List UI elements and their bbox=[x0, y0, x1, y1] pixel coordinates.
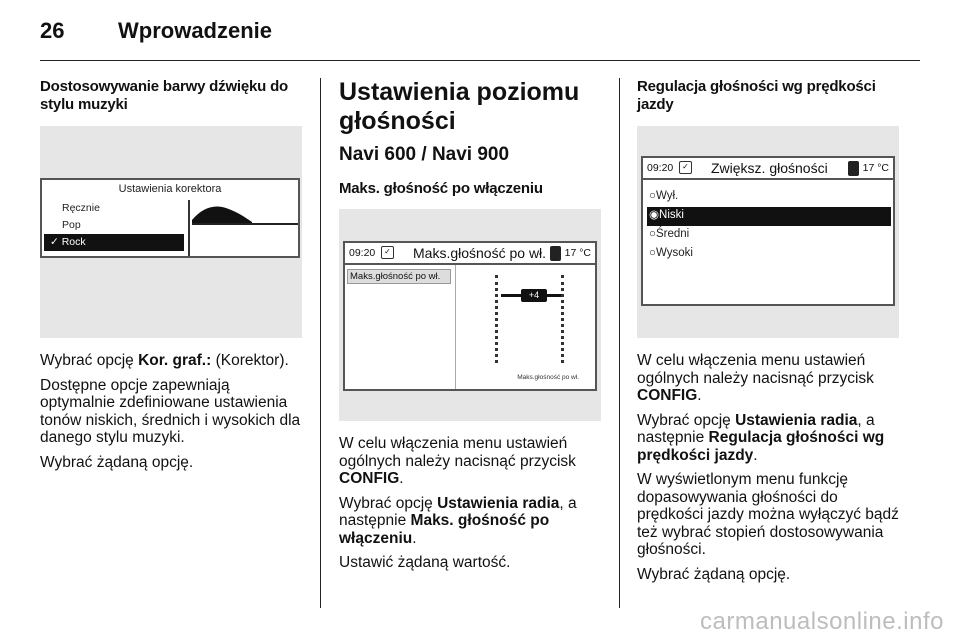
screen-title: Zwiększ. głośności bbox=[711, 160, 828, 176]
paragraph: Wybrać żądaną opcję. bbox=[637, 565, 791, 583]
slider-track-right bbox=[561, 275, 564, 363]
speed-volume-options bbox=[647, 188, 891, 264]
list-item[interactable]: Ręcznie bbox=[62, 202, 100, 214]
column-equalizer bbox=[40, 78, 302, 471]
speed-volume-screenshot bbox=[637, 126, 899, 338]
paragraph: W celu włączenia menu ustawień ogólnych należy nacisnąć przycisk CONFIG. bbox=[339, 435, 576, 487]
slider-line bbox=[501, 294, 521, 297]
equalizer-screenshot bbox=[40, 126, 302, 338]
temperature: 17 °C bbox=[564, 247, 591, 259]
model-heading: Navi 600 / Navi 900 bbox=[339, 144, 510, 165]
option-off[interactable]: ○Wył. bbox=[649, 190, 679, 202]
page-number: 26 bbox=[40, 18, 65, 43]
max-volume-pane-label[interactable]: Maks.głośność po wł. bbox=[347, 269, 451, 284]
option-low-selected[interactable]: ◉Niski bbox=[647, 207, 891, 226]
paragraph: W celu włączenia menu ustawień ogólnych należy nacisnąć przycisk CONFIG. bbox=[637, 352, 874, 404]
header-rule bbox=[40, 60, 920, 61]
divider bbox=[188, 200, 190, 256]
status-bar bbox=[643, 158, 893, 180]
temperature: 17 °C bbox=[862, 162, 889, 174]
paragraph: Wybrać opcję Ustawienia radia, a następnie Maks. głośność po włączeniu. bbox=[339, 494, 577, 547]
column-volume-settings bbox=[339, 78, 601, 572]
paragraph: Dostępne opcje zapewniają optymalnie zdefiniowane ustawienia tonów niskich, średnich i wysokich dla danego stylu muzyki. bbox=[40, 376, 301, 446]
equalizer-curve-icon bbox=[192, 200, 298, 256]
option-high[interactable]: ○Wysoki bbox=[649, 247, 693, 259]
speed-volume-screen bbox=[641, 156, 895, 306]
equalizer-screen bbox=[40, 178, 300, 258]
slider-caption: Maks.głośność po wł. bbox=[517, 374, 579, 381]
column-divider bbox=[619, 78, 620, 608]
status-bar bbox=[345, 243, 595, 265]
max-volume-heading: Maks. głośność po włączeniu bbox=[339, 180, 543, 197]
equalizer-heading: Dostosowywanie barwy dźwięku do stylu muzyki bbox=[40, 78, 289, 113]
column-divider bbox=[320, 78, 321, 608]
slider-track-left bbox=[495, 275, 498, 363]
divider bbox=[455, 265, 456, 389]
option-medium[interactable]: ○Średni bbox=[649, 228, 690, 240]
section-title: Wprowadzenie bbox=[118, 18, 273, 43]
clock-icon: ✓ bbox=[381, 246, 394, 259]
screen-title: Maks.głośność po wł. bbox=[413, 245, 547, 261]
thermometer-icon bbox=[550, 246, 561, 261]
thermometer-icon bbox=[848, 161, 859, 176]
paragraph: W wyświetlonym menu funkcję dopasowywania głośności do prędkości jazdy można wyłączyć bądź też wybrać stopień dostosowywania głośności. bbox=[637, 471, 899, 558]
watermark: carmanualsonline.info bbox=[700, 608, 944, 635]
max-volume-screen bbox=[343, 241, 597, 391]
list-item-selected[interactable]: ✓ Rock bbox=[44, 234, 184, 251]
slider-line bbox=[547, 294, 561, 297]
volume-settings-heading: Ustawienia poziomu głośności bbox=[339, 78, 580, 135]
paragraph: Ustawić żądaną wartość. bbox=[339, 554, 511, 571]
equalizer-list bbox=[44, 200, 184, 251]
list-item[interactable]: Pop bbox=[62, 219, 81, 231]
clock-icon: ✓ bbox=[679, 161, 692, 174]
max-volume-screenshot bbox=[339, 209, 601, 421]
speed-volume-heading: Regulacja głośności wg prędkości jazdy bbox=[637, 78, 876, 113]
page-header bbox=[40, 18, 920, 48]
volume-value-badge[interactable]: +4 bbox=[521, 289, 547, 302]
column-speed-volume bbox=[637, 78, 899, 583]
paragraph: Wybrać opcję Ustawienia radia, a następnie Regulacja głośności wg prędkości jazdy. bbox=[637, 411, 885, 464]
clock-time: 09:20 bbox=[647, 162, 674, 174]
clock-time: 09:20 bbox=[349, 247, 376, 259]
equalizer-screen-title: Ustawienia korektora bbox=[118, 183, 222, 195]
paragraph: Wybrać żądaną opcję. bbox=[40, 453, 194, 471]
paragraph: Wybrać opcję Kor. graf.: (Korektor). bbox=[40, 352, 289, 369]
